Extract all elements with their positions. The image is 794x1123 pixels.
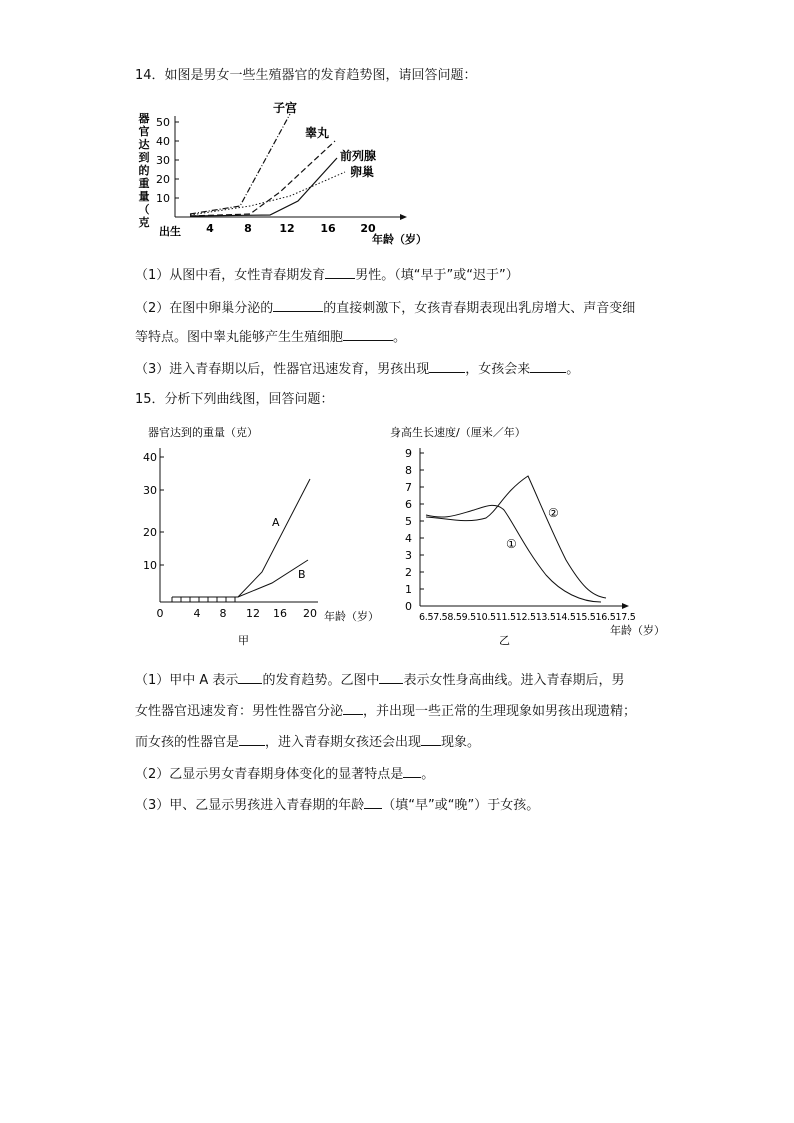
y-tick-label: 10 xyxy=(143,559,157,572)
jia-label-b: B xyxy=(298,568,306,581)
yi-ylabel: 身高生长速度/（厘米／年） xyxy=(390,426,526,439)
y-tick-label: 5 xyxy=(405,515,412,528)
q14-s2: （2）在图中卵巢分泌的 的直接刺激下，女孩青春期表现出乳房增大、声音变细 xyxy=(135,297,635,319)
q14-testis-curve xyxy=(190,141,335,216)
x-tick-label: 出生 xyxy=(159,225,181,238)
y-tick-label: 1 xyxy=(405,583,412,596)
answer-blank[interactable] xyxy=(273,297,323,312)
yi-label-1: ① xyxy=(506,537,517,551)
answer-blank[interactable] xyxy=(238,669,262,684)
jia-ylabel: 器官达到的重量（克） xyxy=(148,426,258,439)
x-tick-label: 20 xyxy=(360,222,376,235)
jia-xlabel: 年龄（岁） xyxy=(324,610,379,623)
answer-blank[interactable] xyxy=(403,763,421,778)
answer-blank[interactable] xyxy=(530,358,566,373)
q14-label-ovary: 卵巢 xyxy=(350,165,375,179)
answer-blank[interactable] xyxy=(379,669,403,684)
y-tick-label: 8 xyxy=(405,464,412,477)
q15-s1-cont: 女性器官迅速发育：男性性器官分泌 ，并出现一些正常的生理现象如男孩出现遗精； xyxy=(135,700,636,722)
y-tick-label: 20 xyxy=(143,526,157,539)
answer-blank[interactable] xyxy=(239,731,265,746)
y-tick-label: 2 xyxy=(405,566,412,579)
y-tick-label: 6 xyxy=(405,498,412,511)
yi-xlabel: 年龄（岁） xyxy=(610,624,665,637)
q14-xlabel: 年龄（岁） xyxy=(372,233,427,246)
q15-s1-cont2: 而女孩的性器官是 ，进入青春期女孩还会出现 现象。 xyxy=(135,731,480,753)
x-tick-label: 8 xyxy=(219,607,227,620)
q14-ylabel xyxy=(138,111,150,229)
yi-label-2: ② xyxy=(548,506,559,520)
y-tick-label: 0 xyxy=(405,600,412,613)
y-tick-label: 20 xyxy=(156,173,170,186)
x-tick-label: 0 xyxy=(156,607,164,620)
q14-label-uterus: 子宫 xyxy=(273,101,298,115)
q15-s1: （1）甲中 A 表示 的发育趋势。乙图中 表示女性身高曲线。进入青春期后，男 xyxy=(135,669,624,691)
answer-blank[interactable] xyxy=(343,700,363,715)
y-tick-label: 3 xyxy=(405,549,412,562)
y-tick-label: 40 xyxy=(143,451,157,464)
q14-prostate-curve xyxy=(190,158,337,216)
q14-s3: （3）进入青春期以后，性器官迅速发育，男孩出现 ，女孩会来 。 xyxy=(135,358,579,380)
q14-s1: （1）从图中看，女性青春期发育 男性。（填“早于”或“迟于”） xyxy=(135,264,519,286)
jia-label-a: A xyxy=(272,516,280,529)
y-tick-label: 40 xyxy=(156,135,170,148)
answer-blank[interactable] xyxy=(343,326,393,341)
q15-title: 15．分析下列曲线图，回答问题： xyxy=(135,392,334,407)
q15-figure-yi xyxy=(386,420,676,655)
answer-blank[interactable] xyxy=(421,731,441,746)
y-tick-label: 30 xyxy=(143,484,157,497)
yi-x-ticks: 6.57.58.59.510.511.512.513.514.515.516.517.5 xyxy=(419,612,636,623)
x-tick-label: 4 xyxy=(193,607,201,620)
yi-caption: 乙 xyxy=(499,634,510,647)
answer-blank[interactable] xyxy=(429,358,465,373)
q14-uterus-curve xyxy=(190,114,290,214)
x-tick-label: 4 xyxy=(206,222,214,235)
y-tick-label: 30 xyxy=(156,154,170,167)
x-tick-label: 8 xyxy=(244,222,252,235)
svg-text:器官达到的重量（克: 器官达到的重量（克 xyxy=(138,112,150,229)
answer-blank[interactable] xyxy=(325,264,355,279)
y-tick-label: 7 xyxy=(405,481,412,494)
x-tick-label: 12 xyxy=(279,222,295,235)
q14-label-testis: 睾丸 xyxy=(305,126,330,140)
q14-s2-cont: 等特点。图中睾丸能够产生生殖细胞 。 xyxy=(135,326,406,348)
jia-curve-b xyxy=(172,560,308,597)
y-tick-label: 10 xyxy=(156,192,170,205)
x-tick-label: 12 xyxy=(246,607,260,620)
answer-blank[interactable] xyxy=(364,794,382,809)
x-tick-label: 16 xyxy=(320,222,336,235)
x-tick-label: 20 xyxy=(303,607,317,620)
q14-ovary-curve xyxy=(190,172,345,215)
jia-caption: 甲 xyxy=(238,634,249,647)
y-tick-label: 50 xyxy=(156,116,170,129)
q14-figure xyxy=(130,96,427,246)
q15-s2: （2）乙显示男女青春期身体变化的显著特点是 。 xyxy=(135,763,434,785)
q15-figure-jia xyxy=(140,420,390,655)
q14-title: 14．如图是男女一些生殖器官的发育趋势图，请回答问题： xyxy=(135,68,477,83)
y-tick-label: 4 xyxy=(405,532,412,545)
jia-curve-a xyxy=(172,479,310,597)
q14-label-prostate: 前列腺 xyxy=(340,149,377,163)
y-tick-label: 9 xyxy=(405,447,412,460)
q15-s3: （3）甲、乙显示男孩进入青春期的年龄 （填“早”或“晚”）于女孩。 xyxy=(135,794,539,816)
x-tick-label: 16 xyxy=(273,607,287,620)
